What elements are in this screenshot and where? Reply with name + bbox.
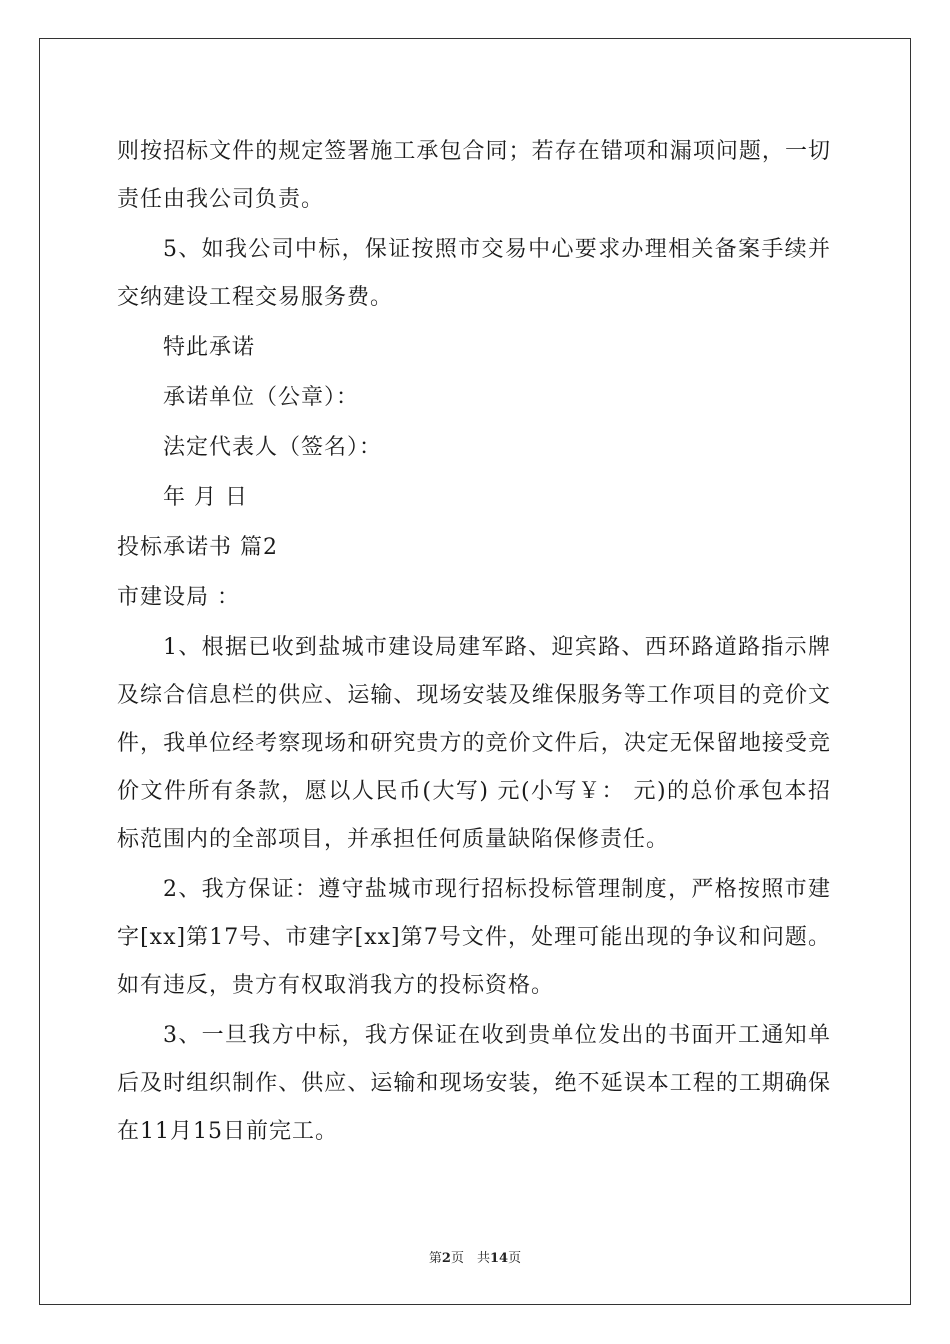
paragraph-5: 法定代表人（签名）： xyxy=(163,435,383,460)
paragraph-9: 1、根据已收到盐城市建设局建军路、迎宾路、西环路道路指示牌及综合信息栏的供应、运输、现场安装及维保服务等工作项目的竞价文件，我单位经考察现场和研究贵方的竞价文件后，决定无保留地接受竞价文件所有条款，愿以人民币(大写) 元(小写￥： 元)的总价承包本招标范围内的全部项目，并承担任何质量缺陷保修责任。 xyxy=(117,635,831,852)
footer-page-number: 2 xyxy=(441,1251,451,1266)
paragraph-6: 年 月 日 xyxy=(163,485,248,510)
page-footer xyxy=(0,1247,950,1266)
paragraph-11: 3、一旦我方中标，我方保证在收到贵单位发出的书面开工通知单后及时组织制作、供应、运输和现场安装，绝不延误本工程的工期确保在11月15日前完工。 xyxy=(117,1023,831,1144)
paragraph-2: 5、如我公司中标，保证按照市交易中心要求办理相关备案手续并交纳建设工程交易服务费。 xyxy=(117,237,831,310)
document-body xyxy=(117,128,831,1158)
section-title: 投标承诺书 篇2 xyxy=(117,535,278,560)
footer-middle: 页 共 xyxy=(450,1251,490,1266)
footer-total-pages: 14 xyxy=(489,1251,509,1266)
footer-prefix: 第 xyxy=(428,1251,442,1266)
paragraph-10: 2、我方保证：遵守盐城市现行招标投标管理制度，严格按照市建字[xx]第17号、市建字[xx]第7号文件，处理可能出现的争议和问题。如有违反，贵方有权取消我方的投标资格。 xyxy=(117,877,831,998)
paragraph-1: 则按招标文件的规定签署施工承包合同；若存在错项和漏项问题，一切责任由我公司负责。 xyxy=(117,139,831,212)
addressee: 市建设局 ： xyxy=(117,585,240,610)
paragraph-4: 承诺单位（公章）： xyxy=(163,385,360,410)
paragraph-3: 特此承诺 xyxy=(163,335,256,360)
footer-suffix: 页 xyxy=(508,1251,522,1266)
